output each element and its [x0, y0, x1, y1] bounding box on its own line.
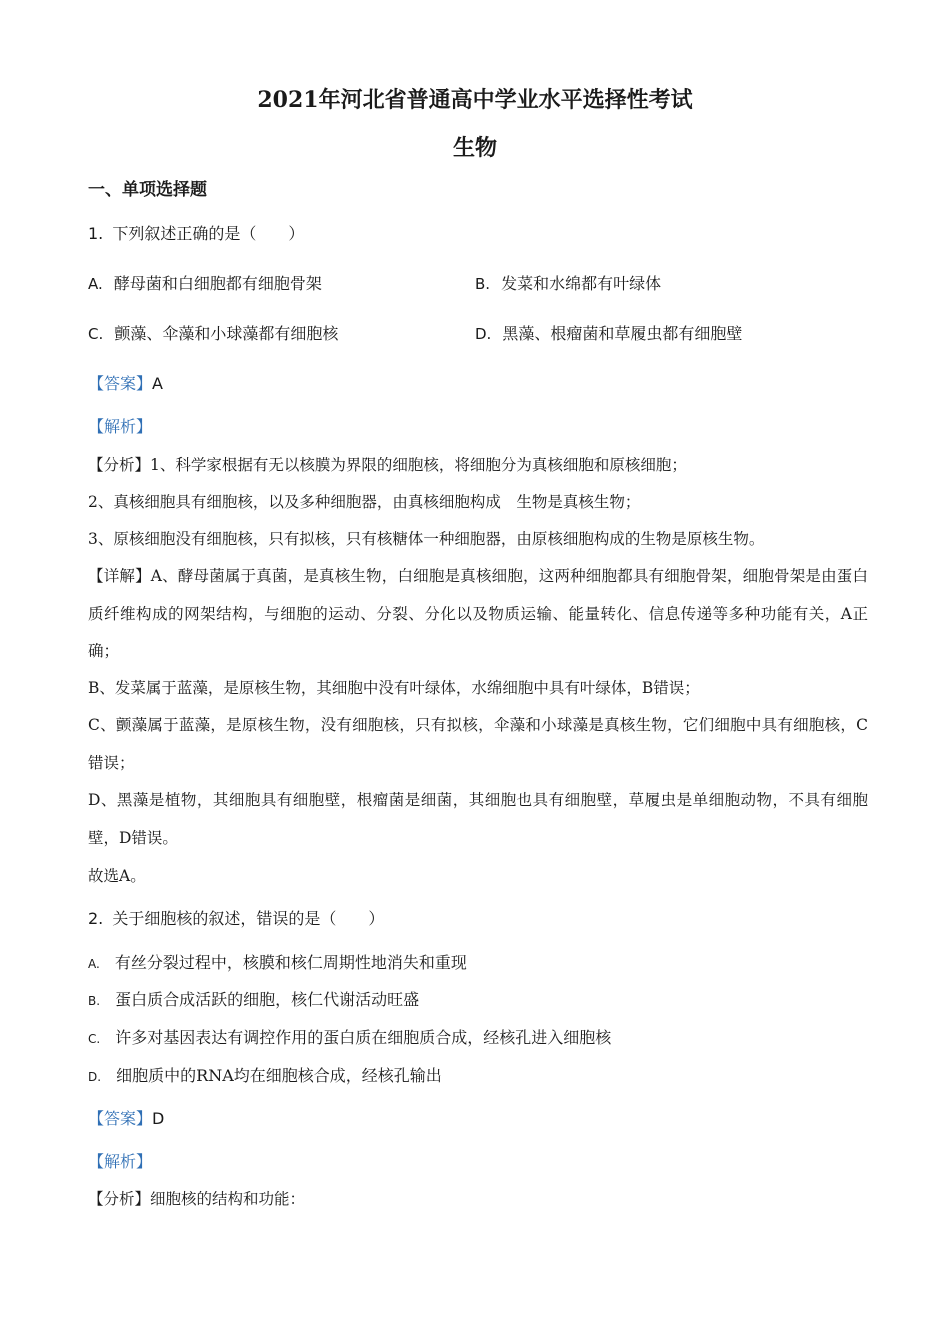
q1-detail-d: D、黑藻是植物，其细胞具有细胞壁，根瘤菌是细菌，其细胞也具有细胞壁，草履虫是单细胞动物，不具有细胞壁，D错误。 — [88, 791, 868, 847]
q2-answer — [88, 1109, 164, 1129]
question-text: 关于细胞核的叙述，错误的是（ ） — [112, 909, 385, 928]
option-letter: C. — [88, 325, 104, 343]
option-text: 颤藻、伞藻和小球藻都有细胞核 — [114, 324, 339, 343]
option-letter: A. — [88, 275, 103, 293]
exam-title: 2021年河北省普通高中学业水平选择性考试 — [257, 87, 693, 113]
q2-option-a — [88, 953, 467, 974]
fenxi-text: 1、科学家根据有无以核膜为界限的细胞核，将细胞分为真核细胞和原核细胞； — [150, 456, 687, 474]
subject-title: 生物 — [452, 135, 497, 161]
q1-option-b — [475, 274, 661, 294]
q1-conclusion: 故选A。 — [88, 867, 146, 885]
fenxi-tag: 【分析】 — [88, 1190, 151, 1208]
q1-detail-b: B、发菜属于蓝藻，是原核生物，其细胞中没有叶绿体，水绵细胞中具有叶绿体，B错误； — [88, 679, 700, 697]
option-text: 许多对基因表达有调控作用的蛋白质在细胞质合成，经核孔进入细胞核 — [115, 1028, 612, 1047]
option-letter: C. — [88, 1032, 101, 1046]
question-1-stem — [88, 224, 304, 244]
question-number: 1. — [88, 224, 104, 243]
fenxi-tag: 【分析】 — [88, 456, 151, 474]
q1-fenxi-line-2: 2、真核细胞具有细胞核，以及多种细胞器，由真核细胞构成 生物是真核生物； — [88, 493, 641, 511]
option-text: 有丝分裂过程中，核膜和核仁周期性地消失和重现 — [114, 953, 467, 972]
option-letter: B. — [88, 994, 101, 1008]
option-letter: D. — [88, 1070, 102, 1084]
option-text: 发菜和水绵都有叶绿体 — [501, 274, 662, 293]
answer-tag: 【答案】 — [88, 374, 153, 393]
q1-option-a — [88, 274, 322, 294]
option-text: 酵母菌和白细胞都有细胞骨架 — [113, 274, 322, 293]
option-letter: B. — [475, 275, 491, 293]
q1-answer — [88, 374, 163, 394]
q2-option-c — [88, 1028, 611, 1049]
q2-option-b — [88, 990, 419, 1011]
q1-detail-a — [88, 558, 868, 671]
section-heading: 一、单项选择题 — [88, 180, 207, 200]
option-text: 细胞质中的RNA均在细胞核合成，经核孔输出 — [116, 1066, 442, 1085]
option-text: 蛋白质合成活跃的细胞，核仁代谢活动旺盛 — [115, 990, 420, 1009]
q1-option-d — [475, 324, 742, 344]
question-2-stem — [88, 909, 384, 929]
q2-option-d — [88, 1066, 442, 1087]
question-number: 2. — [88, 909, 104, 928]
answer-value: A — [152, 374, 163, 393]
answer-value: D — [152, 1109, 165, 1128]
answer-tag: 【答案】 — [88, 1109, 153, 1128]
xiangjie-tag: 【详解】 — [88, 567, 151, 585]
q2-fenxi — [88, 1189, 305, 1209]
q1-detail-c: C、颤藻属于蓝藻，是原核生物，没有细胞核，只有拟核，伞藻和小球藻是真核生物，它们细胞中具有细胞核，C错误； — [88, 716, 868, 772]
xiangjie-text: A、酵母菌属于真菌，是真核生物，白细胞是真核细胞，这两种细胞都具有细胞骨架，细胞骨架是由蛋白质纤维构成的网架结构，与细胞的运动、分裂、分化以及物质运输、能量转化、信息传递等多种功能有关，A正确； — [88, 567, 868, 660]
question-text: 下列叙述正确的是（ ） — [112, 224, 305, 243]
q2-analysis-tag: 【解析】 — [88, 1152, 153, 1171]
q1-option-c — [88, 324, 338, 344]
fenxi-text: 细胞核的结构和功能： — [150, 1190, 306, 1208]
option-letter: D. — [475, 325, 492, 343]
q1-fenxi-line-3: 3、原核细胞没有细胞核，只有拟核，只有核糖体一种细胞器，由原核细胞构成的生物是原核生物。 — [88, 530, 765, 548]
q1-analysis-tag: 【解析】 — [88, 417, 153, 436]
q1-fenxi — [88, 455, 687, 475]
option-letter: A. — [88, 957, 100, 971]
option-text: 黑藻、根瘤菌和草履虫都有细胞壁 — [502, 324, 743, 343]
